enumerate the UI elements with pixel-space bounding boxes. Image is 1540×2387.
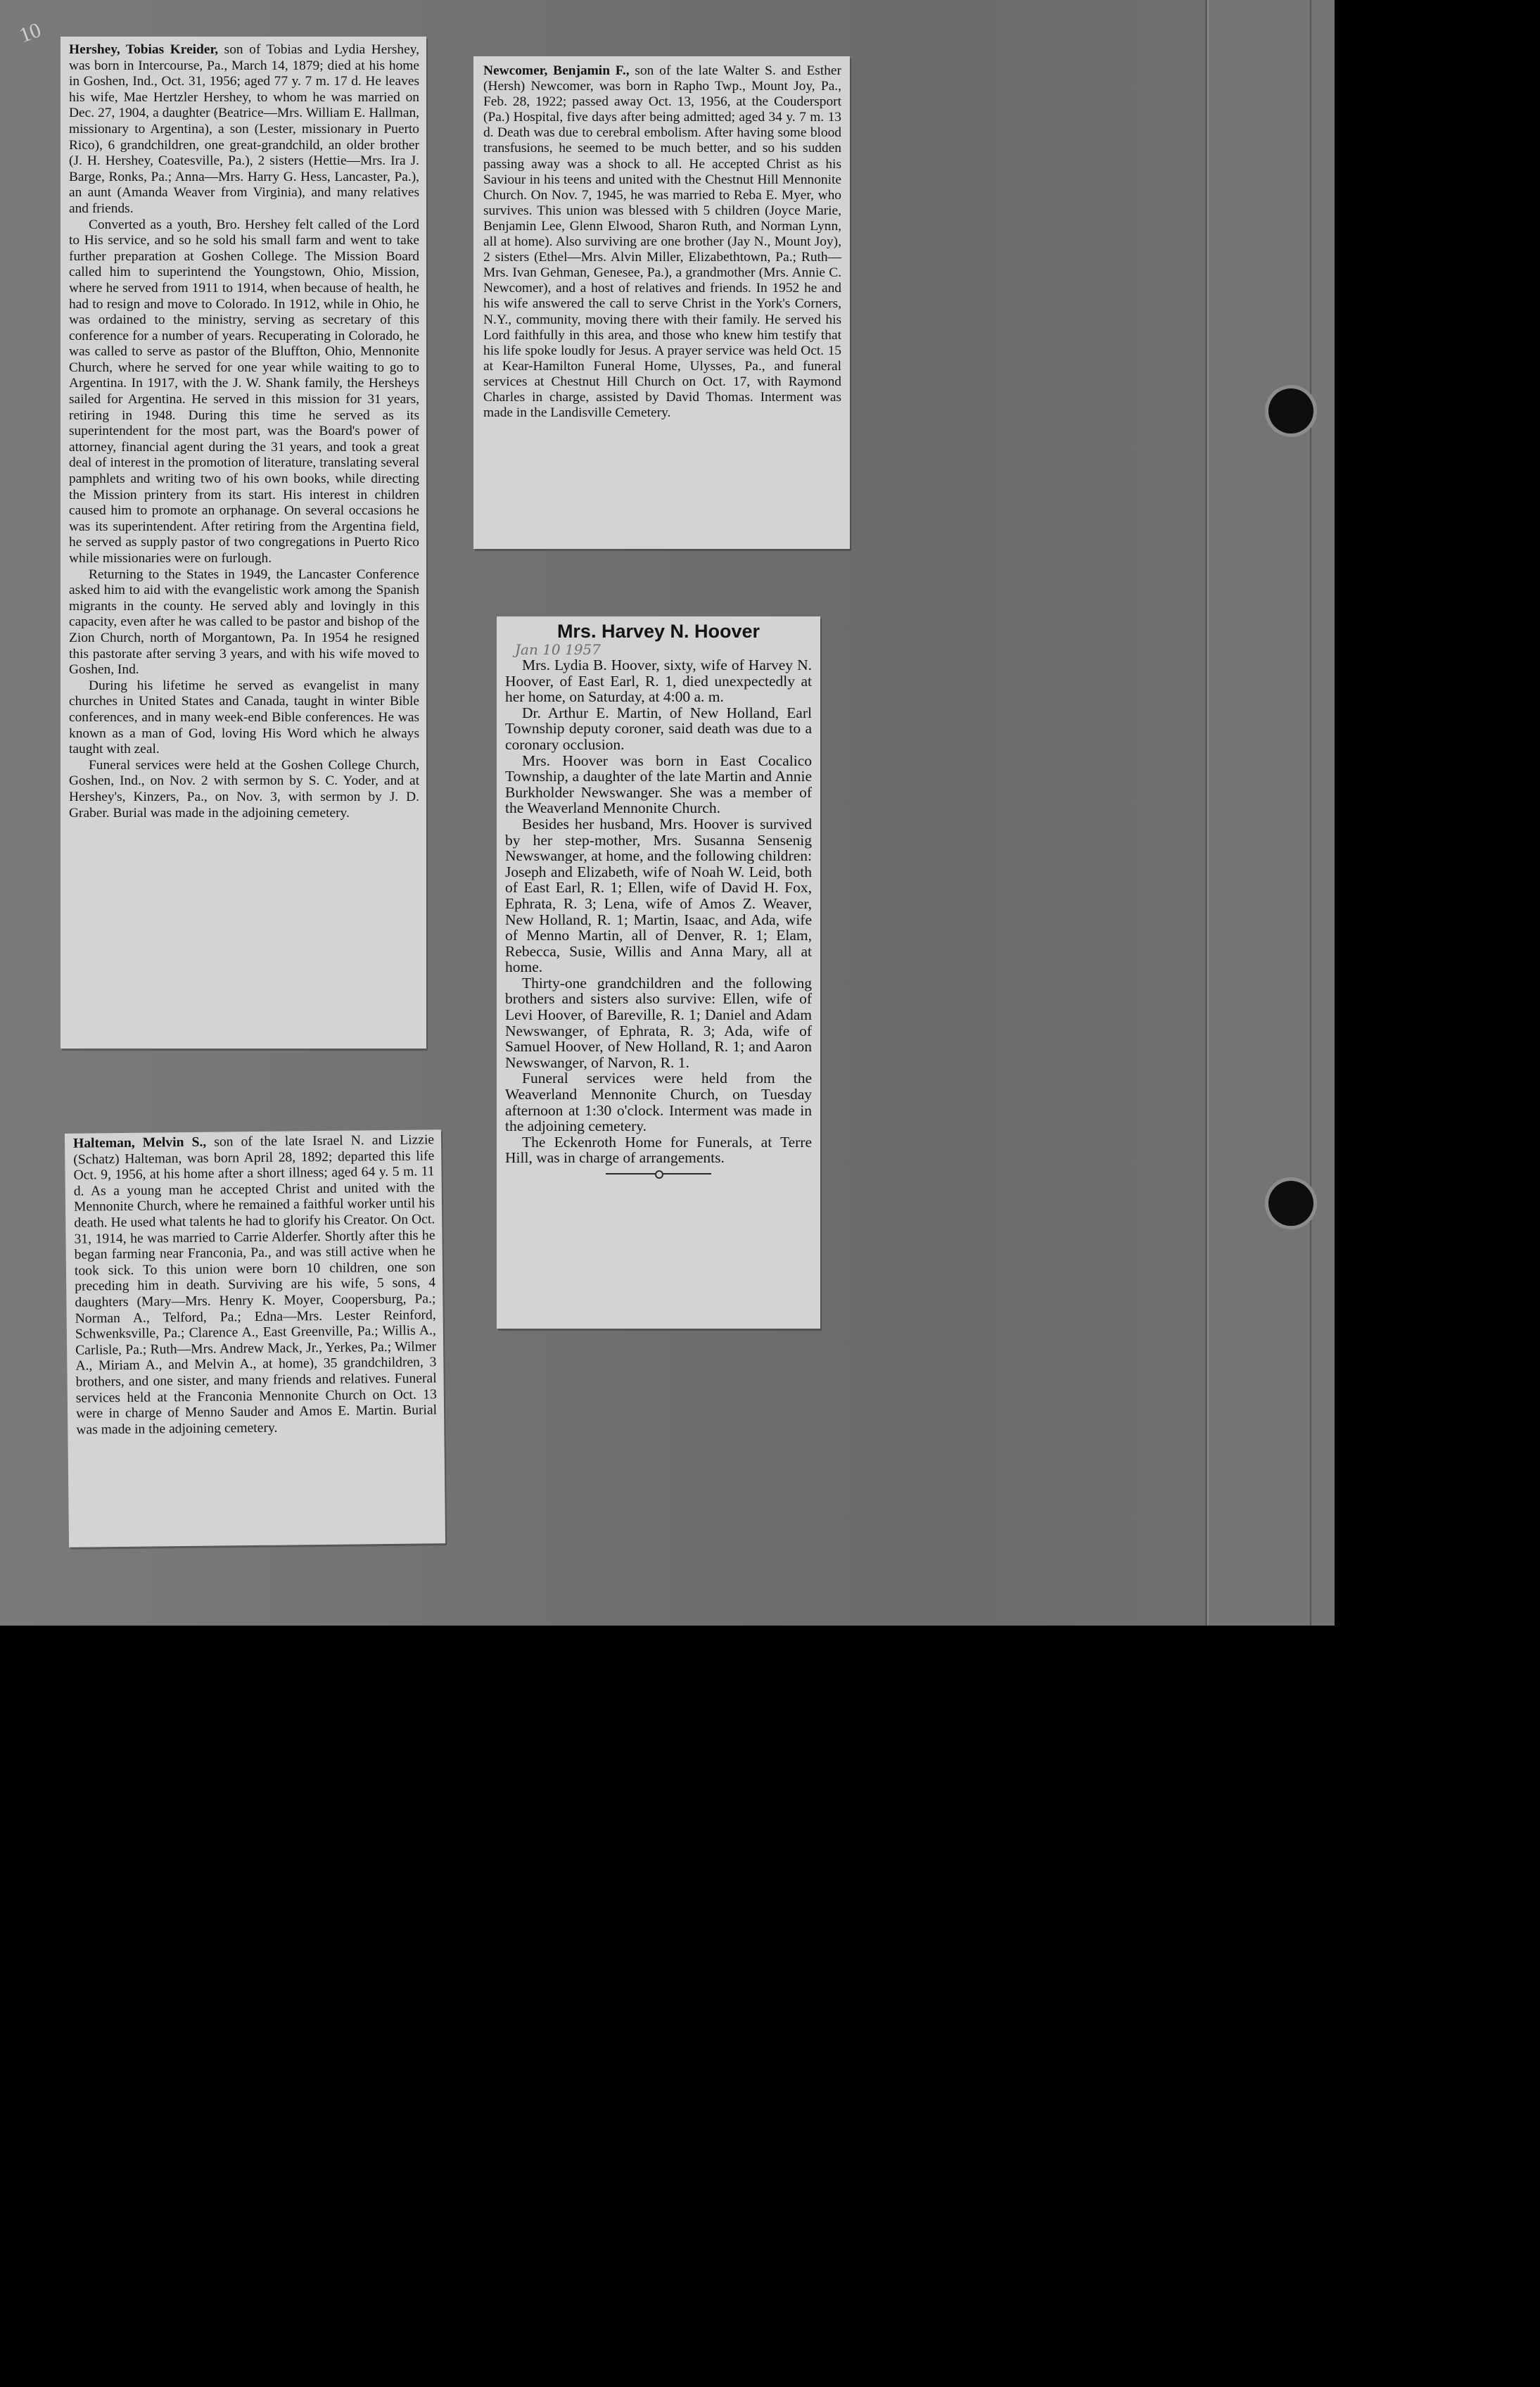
obituary-halteman (65, 1129, 445, 1547)
hoover-paragraph-2: Dr. Arthur E. Martin, of New Holland, Earl Township deputy coroner, said death was due to a coronary occlusion. (505, 704, 812, 753)
hershey-paragraph-5: Funeral services were held at the Goshen College Church, Goshen, Ind., on Nov. 2 with sermon by S. C. Yoder, and at Hershey's, Kinzers, Pa., on Nov. 3, with sermon by J. D. Graber. Burial was made in the adjoining cemetery. (69, 757, 419, 821)
end-rule-ornament (606, 1169, 711, 1177)
obituary-hoover (497, 616, 820, 1329)
hoover-paragraph-7: The Eckenroth Home for Funerals, at Terre Hill, was in charge of arrangements. (505, 1133, 812, 1167)
halteman-paragraph (73, 1132, 437, 1438)
hoover-paragraph-4: Besides her husband, Mrs. Hoover is survived by her step-mother, Mrs. Susanna Sensenig Newswanger, at home, and the following children: Joseph and Elizabeth, wife of Noah W. Leid, both of East Earl, R. 1; Ellen, wife of David H. Fox, Ephrata, R. 3; Lena, wife of Amos Z. Weaver, New Holland, R. 1; Martin, Isaac, and Ada, wife of Menno Martin, all of Denver, R. 1; Elam, Rebecca, Susie, Willis and Anna Mary, all at home. (505, 815, 812, 976)
binder-fold-line (1310, 0, 1311, 1626)
hoover-paragraph-5: Thirty-one grandchildren and the following brothers and sisters also survive: Ellen, wife of Levi Hoover, of Bareville, R. 1; Daniel and Adam Newswanger, of Ephrata, R. 3; Ada, wife of Samuel Hoover, of New Holland, R. 1; and Aaron Newswanger, of Narvon, R. 1. (505, 974, 812, 1071)
hershey-paragraph-1 (69, 42, 419, 217)
handwritten-date: Jan 10 1957 (515, 641, 601, 658)
newcomer-name: Newcomer, Benjamin F., (483, 63, 630, 78)
hoover-paragraph-1: Mrs. Lydia B. Hoover, sixty, wife of Harvey N. Hoover, of East Earl, R. 1, died unexpectedly at her home, on Saturday, at 4:00 a. m. (505, 657, 812, 706)
hoover-paragraph-3: Mrs. Hoover was born in East Cocalico Township, a daughter of the late Martin and Annie Burkholder Newswanger. She was a member of the Weaverland Mennonite Church. (505, 752, 812, 817)
hershey-intro: son of Tobias and Lydia Hershey, was born in Intercourse, Pa., March 14, 1879; died at his home in Goshen, Ind., Oct. 31, 1956; aged 77 y. 7 m. 17 d. He leaves his wife, Mae Hertzler Hershey, to whom he was married on Dec. 27, 1904, a daughter (Beatrice—Mrs. William E. Hallman, missionary to Argentina), a son (Lester, missionary in Puerto Rico), 6 grandchildren, one great-grandchild, an older brother (J. H. Hershey, Coatesville, Pa.), 2 sisters (Hettie—Mrs. Ira J. Barge, Ronks, Pa.; Anna—Mrs. Harry G. Hess, Lancaster, Pa.), an aunt (Amanda Weaver from Virginia), and many relatives and friends. (69, 42, 419, 216)
hershey-name: Hershey, Tobias Kreider, (69, 42, 219, 57)
newcomer-text: son of the late Walter S. and Esther (Hersh) Newcomer, was born in Rapho Twp., Mount Joy, Pa., Feb. 28, 1922; passed away Oct. 13, 1956, at the Coudersport (Pa.) Hospital, five days after being admitted; aged 34 y. 7 m. 13 d. Death was due to cerebral embolism. After having some blood transfusions, he seemed to be much better, and so his sudden passing away was a shock to all. He accepted Christ as his Saviour in his teens and united with the Chestnut Hill Mennonite Church. On Nov. 7, 1945, he was married to Reba E. Myer, who survives. This union was blessed with 5 children (Joyce Marie, Benjamin Lee, Glenn Elwood, Sharon Ruth, and Norman Lynn, all at home). Also surviving are one brother (Jay N., Mount Joy), 2 sisters (Ethel—Mrs. Alvin Miller, Elizabethtown, Pa.; Ruth—Mrs. Ivan Gehman, Genesee, Pa.), a grandmother (Mrs. Annie C. Newcomer), and a host of relatives and friends. In 1952 he and his wife answered the call to serve Christ in the York's Corners, N.Y., community, moving there with their family. He served his Lord faithfully in this area, and those who knew him testify that his life spoke loudly for Jesus. A prayer service was held Oct. 15 at Kear-Hamilton Funeral Home, Ulysses, Pa., and funeral services at Chestnut Hill Church on Oct. 17, with Raymond Charles in charge, assisted by David Thomas. Interment was made in the Landisville Cemetery. (483, 63, 841, 421)
hershey-paragraph-2: Converted as a youth, Bro. Hershey felt called of the Lord to His service, and so he sold his small farm and went to take further preparation at Goshen College. The Mission Board called him to superintend the Youngstown, Ohio, Mission, where he served from 1911 to 1914, when because of health, he had to resign and move to Colorado. In 1912, while in Ohio, he was ordained to the ministry, serving as secretary of this conference for a number of years. Recuperating in Colorado, he was called to serve as pastor of the Bluffton, Ohio, Mennonite Church, where he served for one year while waiting to go to Argentina. In 1917, with the J. W. Shank family, the Hersheys sailed for Argentina. He served in this mission for 31 years, retiring in 1948. During this time he served as its superintendent for the most part, was the Board's power of attorney, financial agent during the 31 years, and took a great deal of interest in the promotion of literature, translating several pamphlets and writing two of his own books, while directing the Mission printery from its start. His interest in children caused him to promote an orphanage. On several occasions he was its superintendent. After retiring from the Argentina field, he served as supply pastor of two congregations in Puerto Rico while missionaries were on furlough. (69, 217, 419, 566)
binder-hole-lower (1268, 1181, 1313, 1226)
hershey-paragraph-4: During his lifetime he served as evangelist in many churches in United States and Canada, taught in winter Bible conferences, and in many week-end Bible conferences. He was known as a man of God, loving His Word which he always taught with zeal. (69, 678, 419, 757)
hershey-paragraph-3: Returning to the States in 1949, the Lancaster Conference asked him to aid with the evangelistic work among the Spanish migrants in the county. He served ably and lovingly in this capacity, even after he was called to be pastor and bishop of the Zion Church, north of Morgantown, Pa. In 1954 he resigned this pastorate after serving 3 years, and with his wife moved to Goshen, Ind. (69, 566, 419, 678)
obituary-newcomer (473, 56, 850, 549)
halteman-text: son of the late Israel N. and Lizzie (Schatz) Halteman, was born April 28, 1892; departed this life Oct. 9, 1956, at his home after a short illness; aged 64 y. 5 m. 11 d. As a young man he accepted Christ and united with the Mennonite Church, where he remained a faithful worker until his death. He used what talents he had to glorify his Creator. On Oct. 31, 1914, he was married to Carrie Alderfer. Shortly after this he began farming near Franconia, Pa., and was still active when he took sick. To this union were born 10 children, one son preceding him in death. Surviving are his wife, 5 sons, 4 daughters (Mary—Mrs. Henry K. Moyer, Coopersburg, Pa.; Norman A., Telford, Pa.; Edna—Mrs. Lester Reinford, Schwenksville, Pa.; Clarence A., East Greenville, Pa.; Willis A., Carlisle, Pa.; Ruth—Mrs. Andrew Mack, Jr., Yerkes, Pa.; Wilmer A., Miriam A., and Melvin A., at home), 35 grandchildren, 3 brothers, and one sister, and many friends and relatives. Funeral services held at the Franconia Mennonite Church on Oct. 13 were in charge of Menno Sauder and Amos E. Martin. Burial was made in the adjoining cemetery. (73, 1132, 438, 1438)
page-number-mark: 10 (16, 18, 44, 48)
binder-hole-upper (1268, 388, 1313, 433)
hoover-paragraph-6: Funeral services were held from the Weaverland Mennonite Church, on Tuesday afternoon at 1:30 o'clock. Interment was made in the adjoining cemetery. (505, 1070, 812, 1135)
newcomer-paragraph (483, 63, 841, 421)
hoover-headline: Mrs. Harvey N. Hoover (556, 621, 761, 642)
obituary-hershey (61, 37, 426, 1049)
binder-flap (1205, 0, 1335, 1626)
halteman-name: Halteman, Melvin S., (72, 1134, 207, 1151)
